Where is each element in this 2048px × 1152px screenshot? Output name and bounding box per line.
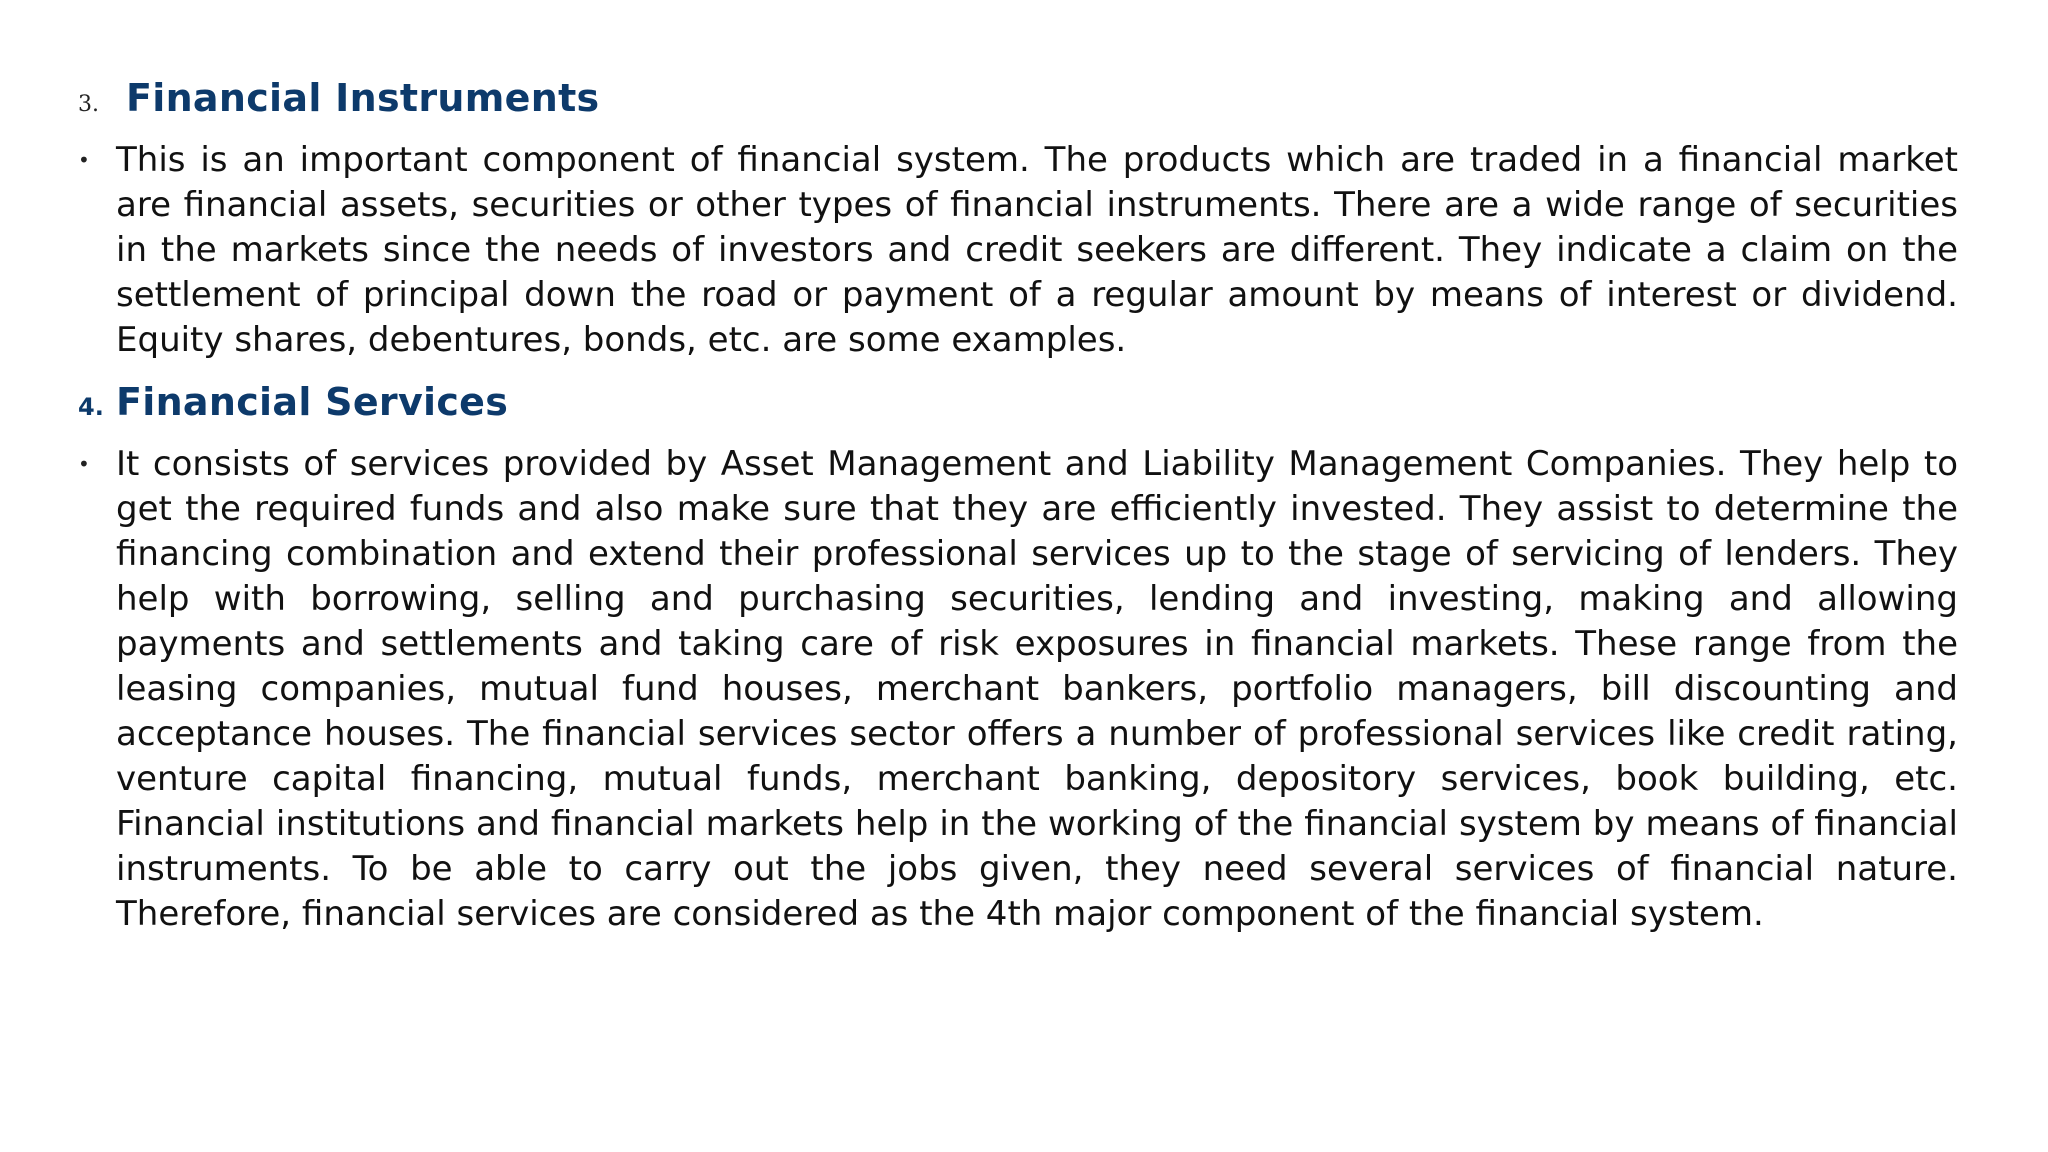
- section-number: 4.: [78, 393, 104, 421]
- section-title: Financial Instruments: [126, 76, 600, 120]
- section-financial-services: [78, 380, 1958, 937]
- section-financial-instruments: [78, 76, 1958, 363]
- section-title: Financial Services: [116, 380, 509, 424]
- bullet-item: [78, 138, 1958, 363]
- section-heading: [78, 76, 1958, 132]
- section-heading: [78, 380, 1958, 436]
- section-paragraph: This is an important component of financial system. The products which are traded in a financial market are financial assets, securities or other types of financial instruments. There are a wide range of securities in the markets since the needs of investors and credit seekers are different. They indicate a claim on the settlement of principal down the road or payment of a regular amount by means of interest or dividend. Equity shares, debentures, bonds, etc. are some examples.: [116, 140, 1958, 360]
- section-paragraph: It consists of services provided by Asset Management and Liability Management Companies. They help to get the required funds and also make sure that they are efficiently invested. They assist to determine the financing combination and extend their professional services up to the stage of servicing of lenders. They help with borrowing, selling and purchasing securities, lending and investing, making and allowing payments and settlements and taking care of risk exposures in financial markets. These range from the leasing companies, mutual fund houses, merchant bankers, portfolio managers, bill discounting and acceptance houses. The financial services sector offers a number of professional services like credit rating, venture capital financing, mutual funds, merchant banking, depository services, book building, etc. Financial institutions and financial markets help in the working of the financial system by means of financial instruments. To be able to carry out the jobs given, they need several services of financial nature. Therefore, financial services are considered as the 4th major component of the financial system.: [116, 444, 1958, 934]
- bullet-icon: •: [78, 148, 90, 172]
- bullet-icon: •: [78, 452, 90, 476]
- section-number: 3.: [78, 92, 99, 117]
- bullet-item: [78, 442, 1958, 937]
